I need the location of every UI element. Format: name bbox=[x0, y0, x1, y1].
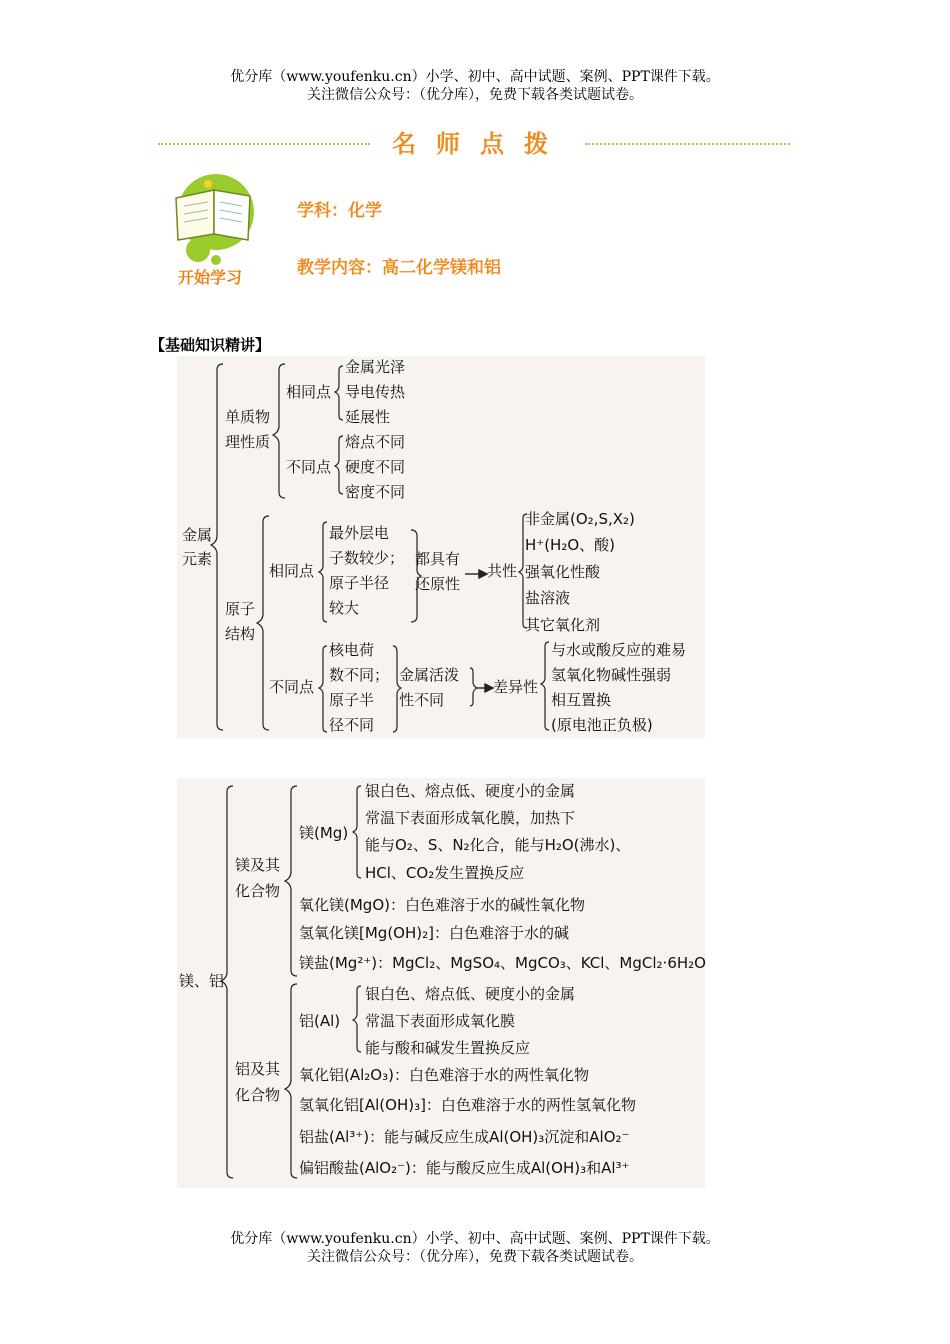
structure-same-result: 还原性 bbox=[415, 575, 461, 593]
header-line-2: 关注微信公众号：（优分库），免费下载各类试题试卷。 bbox=[307, 87, 643, 103]
physical-diff-item: 熔点不同 bbox=[345, 433, 406, 451]
al-compound-item: 铝盐(Al³⁺)：能与碱反应生成Al(OH)₃沉淀和AlO₂⁻ bbox=[299, 1128, 630, 1146]
mg-compound-item: 氢氧化镁[Mg(OH)₂]：白色难溶于水的碱 bbox=[299, 924, 569, 942]
physical-diff-label: 不同点 bbox=[286, 458, 332, 476]
footer-line-1: 优分库（www.youfenku.cn）小学、初中、高中试题、案例、PPT课件下载。 bbox=[230, 1231, 720, 1247]
root-label-line2: 元素 bbox=[182, 550, 213, 568]
mg-label: 镁(Mg) bbox=[299, 824, 349, 842]
common-item: 非金属(O₂,S,X₂) bbox=[525, 510, 635, 528]
structure-same-label: 相同点 bbox=[269, 562, 315, 580]
structure-diff-result: 性不同 bbox=[399, 691, 445, 709]
mg-prop-item: 银白色、熔点低、硬度小的金属 bbox=[365, 782, 576, 800]
structure-diff-label: 不同点 bbox=[269, 678, 315, 696]
physical-diff-item: 硬度不同 bbox=[345, 458, 406, 476]
common-item: 盐溶液 bbox=[525, 589, 571, 607]
physical-label-line2: 理性质 bbox=[225, 433, 271, 451]
diagram-metal-elements bbox=[177, 356, 705, 738]
difference-item: 与水或酸反应的难易 bbox=[551, 641, 687, 659]
difference-label: 差异性 bbox=[493, 678, 539, 696]
al-prop-item: 能与酸和碱发生置换反应 bbox=[365, 1039, 531, 1057]
difference-item: (原电池正负极) bbox=[551, 716, 653, 734]
physical-same-item: 延展性 bbox=[345, 408, 391, 426]
al-group-label-line2: 化合物 bbox=[235, 1086, 281, 1104]
structure-label-line2: 结构 bbox=[225, 625, 256, 643]
mg-compound-item: 镁盐(Mg²⁺)：MgCl₂、MgSO₄、MgCO₃、KCl、MgCl₂·6H₂O bbox=[299, 954, 706, 972]
mg-prop-item: 能与O₂、S、N₂化合，能与H₂O(沸水)、 bbox=[365, 836, 631, 854]
al-compound-item: 氢氧化铝[Al(OH)₃]：白色难溶于水的两性氢氧化物 bbox=[299, 1096, 636, 1114]
content-label: 教学内容：高二化学镁和铝 bbox=[297, 258, 501, 278]
structure-same-desc: 原子半径 bbox=[329, 574, 390, 592]
al-label: 铝(Al) bbox=[299, 1012, 341, 1030]
banner-divider-right bbox=[585, 143, 790, 145]
common-item: 强氧化性酸 bbox=[525, 563, 601, 581]
mg-group-label-line1: 镁及其 bbox=[235, 856, 281, 874]
mg-group-label-line2: 化合物 bbox=[235, 882, 281, 900]
al-prop-item: 银白色、熔点低、硬度小的金属 bbox=[365, 985, 576, 1003]
mg-prop-item: 常温下表面形成氧化膜，加热下 bbox=[365, 809, 576, 827]
structure-diff-result: 金属活泼 bbox=[399, 666, 460, 684]
common-label: 共性 bbox=[487, 562, 518, 580]
structure-label-line1: 原子 bbox=[225, 600, 256, 618]
common-item: H⁺(H₂O、酸) bbox=[525, 536, 616, 554]
structure-same-desc: 子数较少； bbox=[329, 549, 405, 567]
al-compound-item: 偏铝酸盐(AlO₂⁻)：能与酸反应生成Al(OH)₃和Al³⁺ bbox=[299, 1159, 630, 1177]
footer-line-2: 关注微信公众号：（优分库），免费下载各类试题试卷。 bbox=[307, 1249, 643, 1265]
mg-compound-item: 氧化镁(MgO)：白色难溶于水的碱性氧化物 bbox=[299, 896, 585, 914]
banner-title: 名师点拨 bbox=[392, 130, 568, 158]
al-prop-item: 常温下表面形成氧化膜 bbox=[365, 1012, 516, 1030]
structure-same-result: 都具有 bbox=[415, 550, 461, 568]
section-title: 【基础知识精讲】 bbox=[150, 336, 271, 354]
structure-diff-desc: 原子半 bbox=[329, 691, 375, 709]
physical-diff-item: 密度不同 bbox=[345, 483, 406, 501]
physical-same-label: 相同点 bbox=[286, 383, 332, 401]
al-group-label-line1: 铝及其 bbox=[235, 1060, 281, 1078]
physical-same-item: 导电传热 bbox=[345, 383, 406, 401]
mg-prop-item: HCl、CO₂发生置换反应 bbox=[365, 864, 525, 882]
common-item: 其它氧化剂 bbox=[525, 616, 601, 634]
structure-diff-desc: 径不同 bbox=[329, 716, 375, 734]
al-compound-item: 氧化铝(Al₂O₃)：白色难溶于水的两性氧化物 bbox=[299, 1066, 589, 1084]
diagram-mg-al bbox=[177, 778, 705, 1188]
header-line-1: 优分库（www.youfenku.cn）小学、初中、高中试题、案例、PPT课件下载。 bbox=[230, 69, 720, 85]
difference-item: 相互置换 bbox=[551, 691, 612, 709]
physical-label-line1: 单质物 bbox=[225, 408, 271, 426]
difference-item: 氢氧化物碱性强弱 bbox=[551, 666, 672, 684]
physical-same-item: 金属光泽 bbox=[345, 358, 406, 376]
structure-same-desc: 较大 bbox=[329, 599, 360, 617]
mg-al-root-label: 镁、铝 bbox=[179, 972, 225, 990]
structure-diff-desc: 数不同； bbox=[329, 666, 390, 684]
structure-diff-desc: 核电荷 bbox=[329, 641, 375, 659]
subject-label: 学科：化学 bbox=[297, 201, 382, 221]
structure-same-desc: 最外层电 bbox=[329, 524, 390, 542]
logo-label: 开始学习 bbox=[178, 268, 243, 287]
root-label-line1: 金属 bbox=[182, 526, 213, 544]
banner-divider-left bbox=[158, 143, 370, 145]
